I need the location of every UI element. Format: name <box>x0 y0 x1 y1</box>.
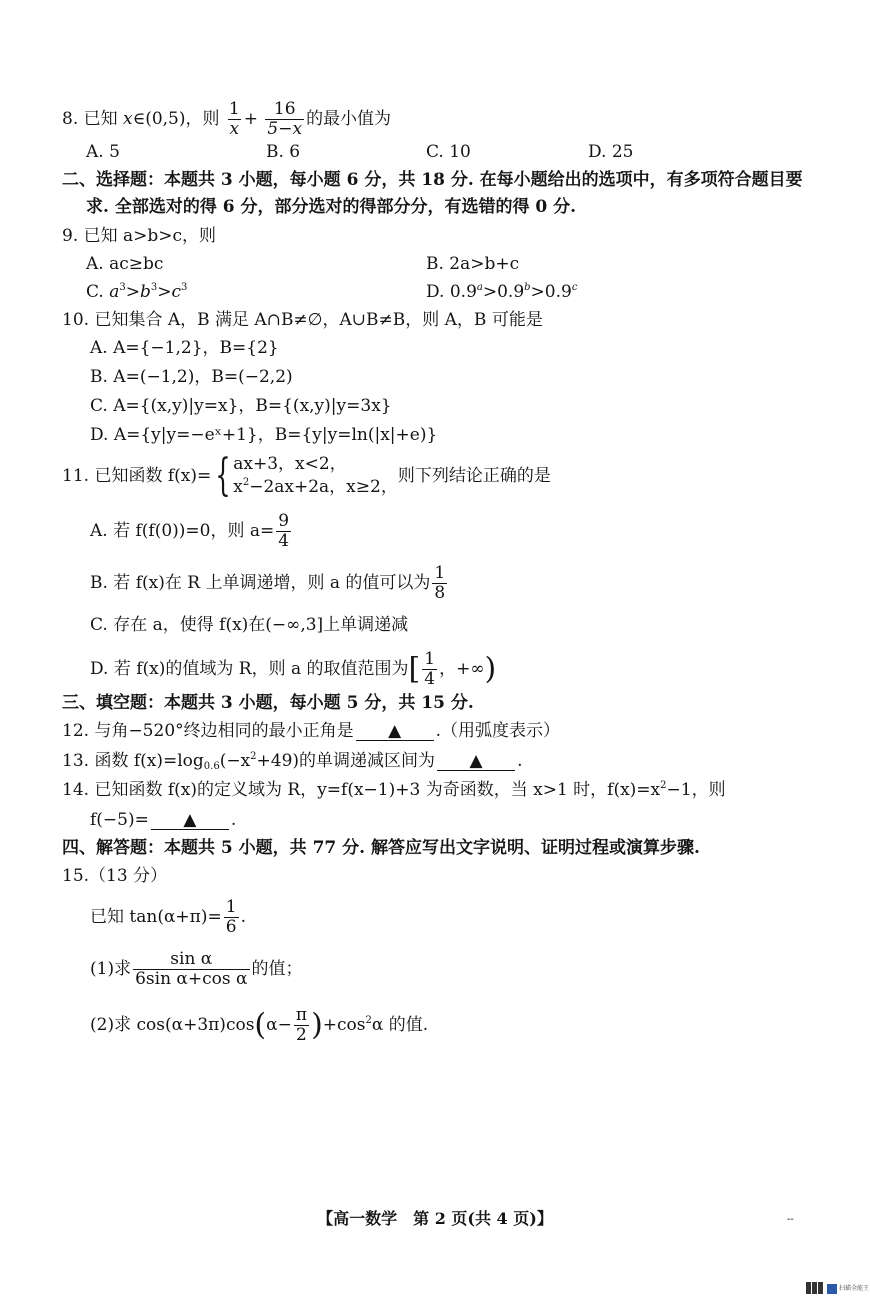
q12: 12. 与角−520°终边相同的最小正角是 ▲ .（用弧度表示） <box>62 721 561 741</box>
q9-option-d: D. 0.9$^a$>0.9$^b$>0.9$^c$ <box>426 282 578 302</box>
q8-fraction-1: $\frac{1}{x}$ <box>228 99 240 139</box>
scanner-watermark: 扫描全能王 <box>827 1283 869 1294</box>
q11-option-c: C. 存在 a，使得 f(x)在(−∞,3]上单调递减 <box>90 615 409 635</box>
section-2-line2: 求. 全部选对的得 6 分，部分选对的得部分分，有选错的得 0 分. <box>86 197 577 217</box>
q14-answer-blank[interactable]: ▲ <box>151 811 229 830</box>
corner-dash: -- <box>787 1214 794 1225</box>
q12-answer-blank[interactable]: ▲ <box>356 722 434 741</box>
q10-stem: 10. 已知集合 A，B 满足 A∩B≠∅，A∪B≠B，则 A，B 可能是 <box>62 310 543 330</box>
q10-option-b: B. A=(−1,2)，B=(−2,2) <box>90 367 293 387</box>
q15-given: 已知 tan(α+π)= $\frac{1}{6}$ . <box>90 897 246 937</box>
q11-option-b: B. 若 f(x)在 R 上单调递增，则 a 的值可以为 $\frac{1}{8}$ <box>90 563 446 603</box>
q11-piecewise: ax+3，x<2， $x^2-2ax+2a$，x≥2， <box>233 454 398 497</box>
q10-option-a: A. A={−1,2}，B={2} <box>90 338 279 358</box>
q14-line2: f(−5)= ▲ . <box>90 810 237 830</box>
q13: 13. 函数 $f(x)=\log_{0.6}(-x^2+49)$的单调递减区间为 ▲ . <box>62 751 523 772</box>
q9-option-a: A. ac≥bc <box>86 254 164 274</box>
q8-fraction-2: $\frac{16}{5-x}$ <box>267 99 303 139</box>
page-footer: 【高一数学 第 2 页(共 4 页)】 <box>317 1209 553 1228</box>
q11-option-a: A. 若 f(f(0))=0，则 a= $\frac{9}{4}$ <box>90 511 290 551</box>
q9-option-b: B. 2a>b+c <box>426 254 520 274</box>
qr-code-icon <box>806 1282 824 1294</box>
scanner-logo-icon <box>827 1284 837 1294</box>
q8-option-a: A. 5 <box>86 142 120 162</box>
q9-stem: 9. 已知 a>b>c，则 <box>62 226 217 246</box>
q15-part2: (2)求 cos(α+3π)cos(α− $\frac{\pi}{2}$ )$+\cos^2\alpha$ 的值. <box>90 1005 429 1045</box>
q8-option-c: C. 10 <box>426 142 471 162</box>
section-4-title: 四、解答题：本题共 5 小题，共 77 分. 解答应写出文字说明、证明过程或演算步骤. <box>62 838 700 858</box>
q14-line1: 14. 已知函数 f(x)的定义域为 R，y=f(x−1)+3 为奇函数，当 x>1 时，$f(x)=x^2-1$，则 <box>62 780 726 800</box>
section-3-title: 三、填空题：本题共 3 小题，每小题 5 分，共 15 分. <box>62 693 474 713</box>
q11-option-d: D. 若 f(x)的值域为 R，则 a 的取值范围为[ $\frac{1}{4}$ ，+∞) <box>90 649 497 689</box>
section-2-line1: 二、选择题：本题共 3 小题，每小题 6 分，共 18 分. 在每小题给出的选项中，有多项符合题目要 <box>62 170 803 190</box>
q8-option-d: D. 25 <box>588 142 634 162</box>
q10-option-c: C. A={(x,y)|y=x}，B={(x,y)|y=3x} <box>90 396 392 416</box>
q15-part1: (1)求 $\frac{\text{sin α}}{\text{6sin α+cos α}}$ 的值； <box>90 949 303 989</box>
q11-stem: 11. 已知函数 f(x)= { ax+3，x<2， $x^2-2ax+2a$，x≥2， 则下列结论正确的是 <box>62 450 551 501</box>
q11-brace: { <box>215 450 231 501</box>
q9-option-c: C. $a^3>b^3>c^3$ <box>86 282 188 302</box>
q10-option-d: D. A={y|y=−eˣ+1}，B={y|y=ln(|x|+e)} <box>90 425 438 445</box>
q15-heading: 15.（13 分） <box>62 866 168 886</box>
q13-answer-blank[interactable]: ▲ <box>437 752 515 771</box>
q8-stem: 8. 已知 x∈(0,5)，则 $\frac{1}{x}$ + $\frac{16}{5-x}$ 的最小值为 <box>62 99 392 139</box>
q8-option-b: B. 6 <box>266 142 301 162</box>
